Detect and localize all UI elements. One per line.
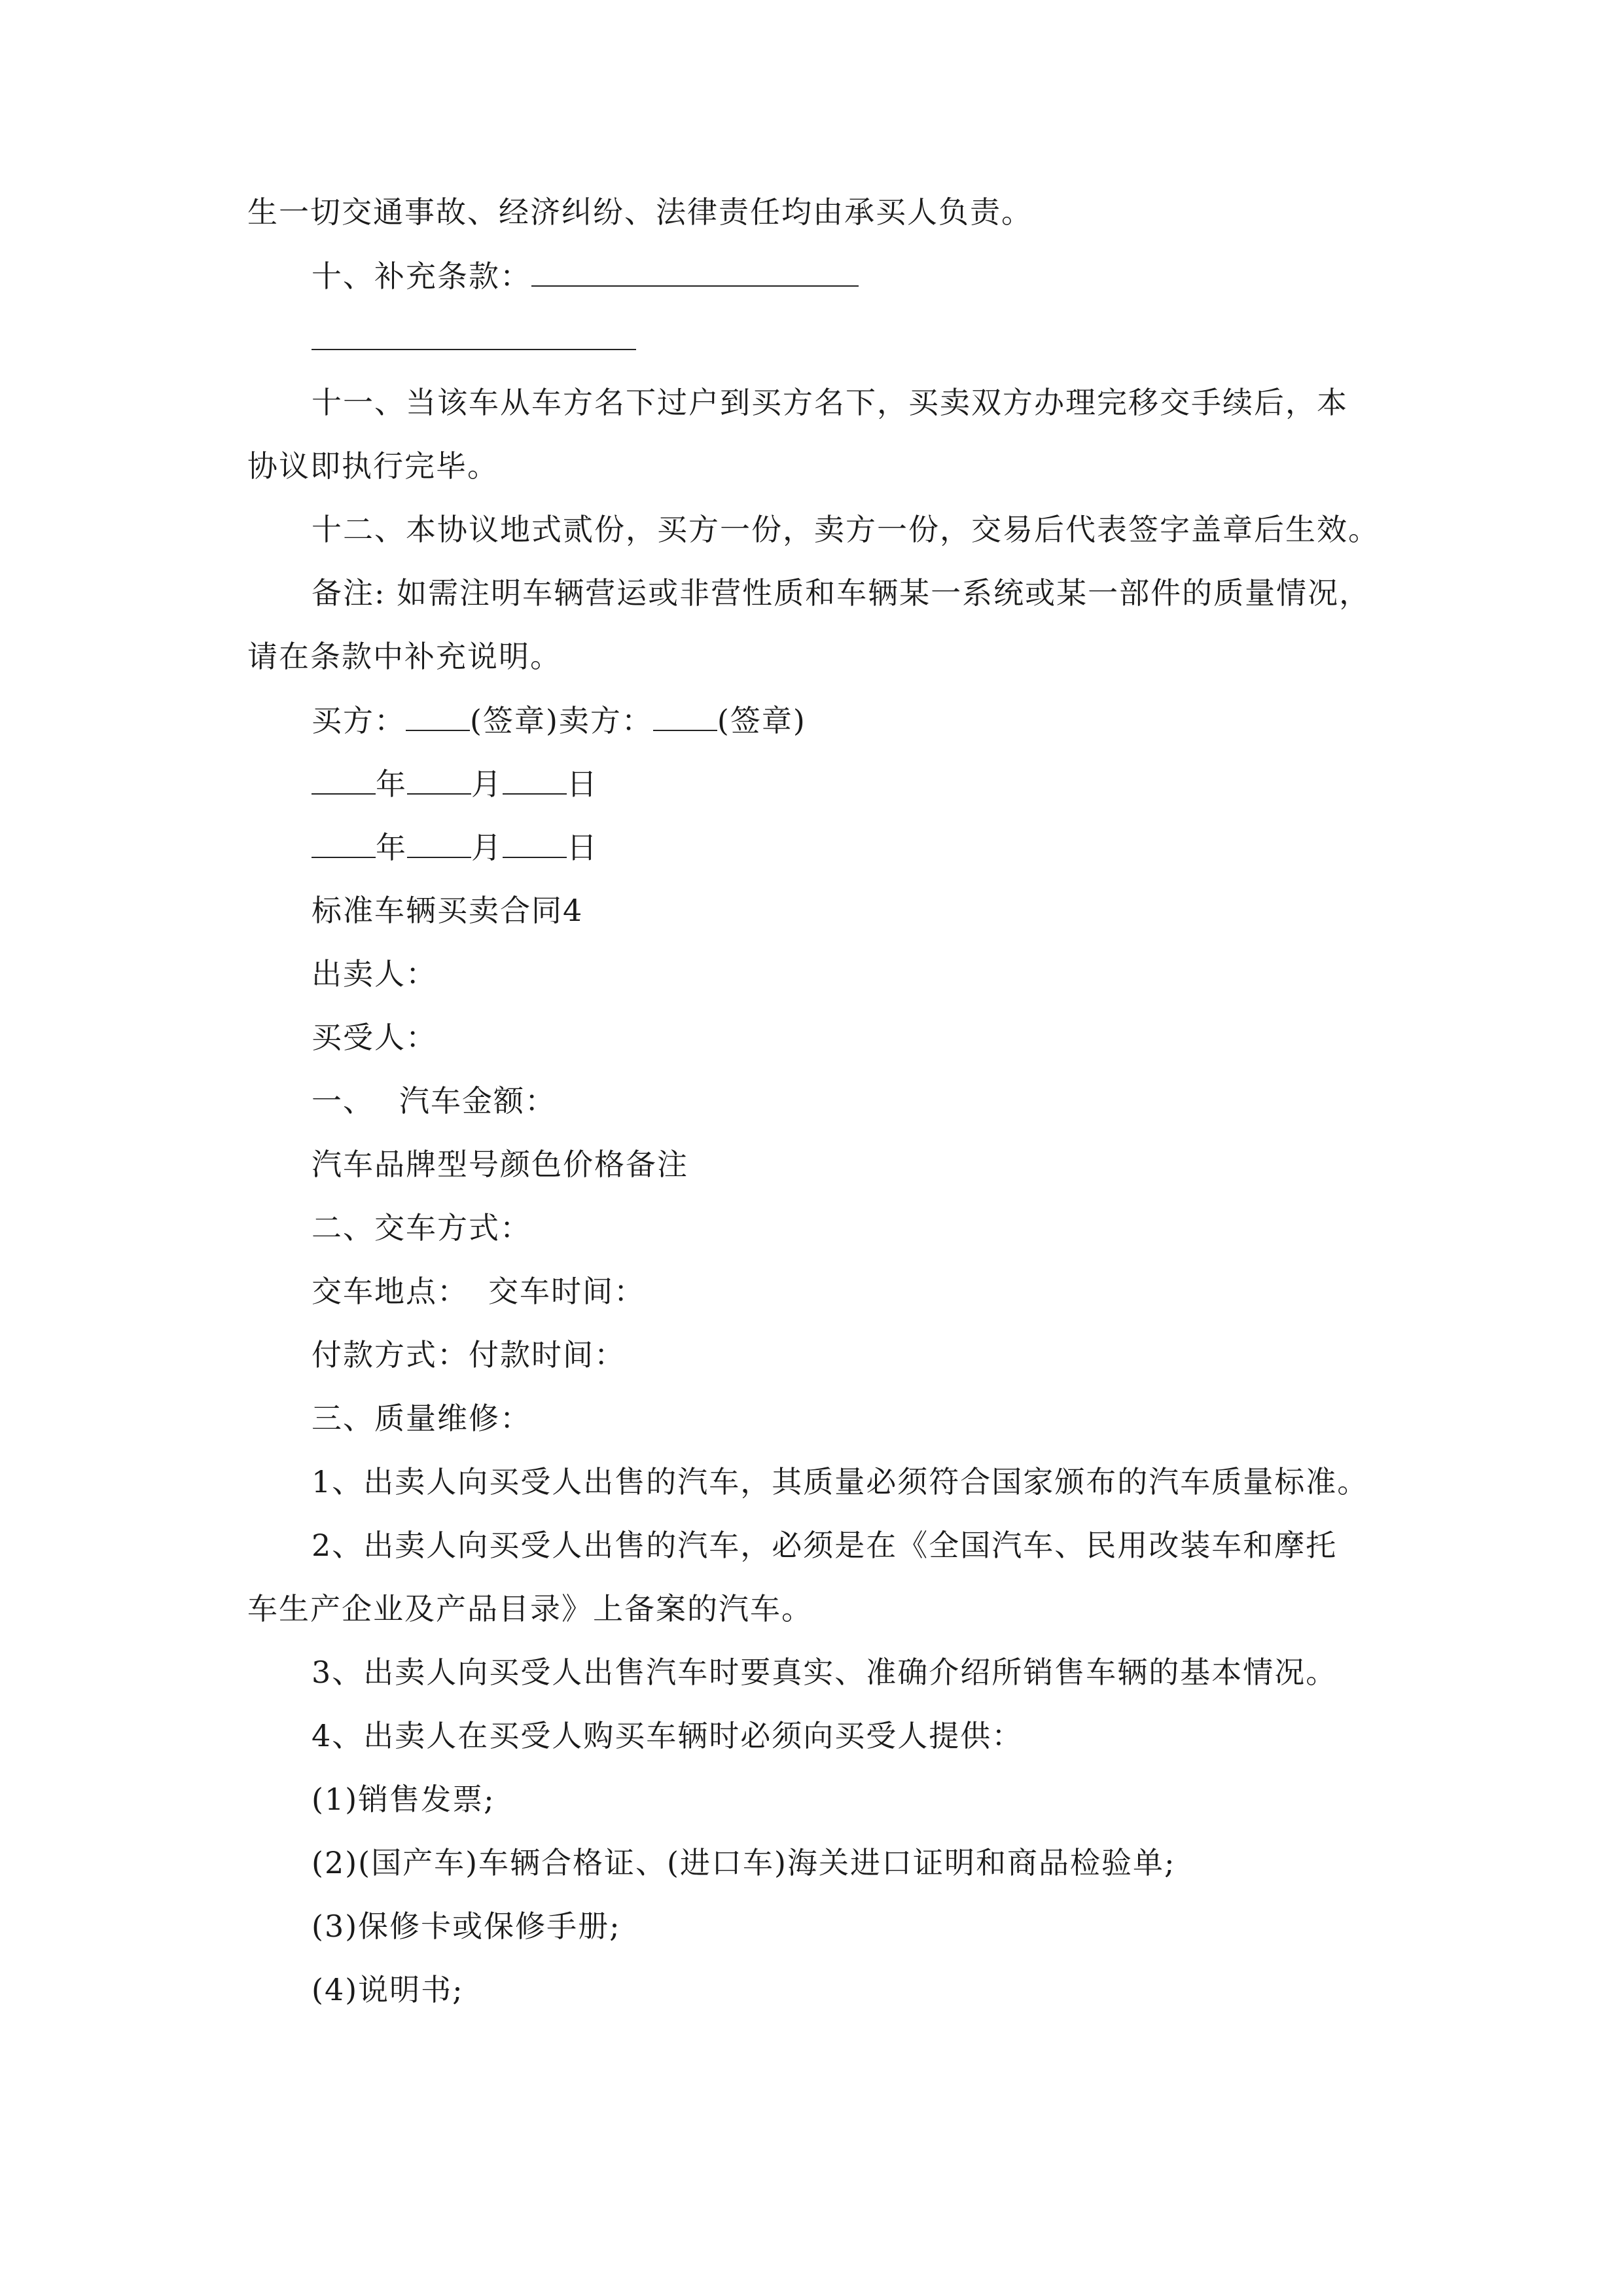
year-label: 年 (376, 830, 407, 865)
remark-continued: 请在条款中补充说明。 (247, 639, 562, 674)
document-item-3: (3)保修卡或保修手册; (312, 1909, 621, 1944)
fill-blank (503, 828, 567, 858)
document-item-4: (4)说明书; (312, 1972, 464, 2007)
delivery-time-label: 交车时间： (488, 1274, 645, 1309)
quality-item-2: 2、出卖人向买受人出售的汽车，必须是在《全国汽车、民用改装车和摩托 (312, 1528, 1338, 1563)
clause-11: 十一、当该车从车方名下过户到买方名下，买卖双方办理完移交手续后，本 (312, 385, 1348, 420)
clause-10-supplementary (247, 257, 1386, 295)
document-item-2: (2)(国产车)车辆合格证、(进口车)海关进口证明和商品检验单; (312, 1845, 1176, 1880)
fill-blank (312, 764, 376, 795)
section-title: 汽车金额： (399, 1083, 556, 1119)
quality-item-3: 3、出卖人向买受人出售汽车时要真实、准确介绍所销售车辆的基本情况。 (312, 1655, 1338, 1690)
paragraph-line: 生一切交通事故、经济纠纷、法律责任均由承买人负责。 (247, 194, 1033, 230)
year-label: 年 (376, 766, 407, 802)
quality-item-4: 4、出卖人在买受人购买车辆时必须向买受人提供： (312, 1718, 1024, 1753)
document-item-1: (1)销售发票; (312, 1782, 495, 1817)
quality-item-1: 1、出卖人向买受人出售的汽车，其质量必须符合国家颁布的汽车质量标准。 (312, 1464, 1369, 1499)
document-page (247, 193, 1386, 2034)
supplementary-blank-line (247, 320, 1386, 358)
contract-title: 标准车辆买卖合同4 (312, 893, 584, 928)
date-line (247, 764, 1386, 802)
payment-fields: 付款方式：付款时间： (312, 1337, 626, 1372)
delivery-place-label: 交车地点： (312, 1274, 469, 1309)
seal-label: (签章) (717, 703, 806, 738)
clause-11-continued: 协议即执行完毕。 (247, 448, 499, 484)
seller-field: 出卖人： (312, 956, 437, 992)
section-3-heading: 三、质量维修： (312, 1401, 531, 1436)
section-1-heading (247, 1082, 1386, 1120)
month-label: 月 (471, 766, 503, 802)
buyer-label: 买方： (312, 703, 406, 738)
remark: 备注: 如需注明车辆营运或非营性质和车辆某一系统或某一部件的质量情况， (312, 575, 1371, 611)
day-label: 日 (567, 830, 598, 865)
month-label: 月 (471, 830, 503, 865)
fill-blank (531, 257, 859, 287)
fill-blank (407, 764, 471, 795)
fill-blank (312, 828, 376, 858)
fill-blank (503, 764, 567, 795)
delivery-fields (247, 1272, 1386, 1310)
quality-item-2-continued: 车生产企业及产品目录》上备案的汽车。 (247, 1591, 813, 1626)
fill-blank (407, 828, 471, 858)
clause-10-label: 十、补充条款： (312, 259, 531, 294)
fill-blank (312, 320, 636, 350)
seller-label: (签章)卖方： (470, 703, 653, 738)
fill-blank (406, 701, 470, 731)
section-number: 一、 (312, 1083, 374, 1119)
vehicle-columns: 汽车品牌型号颜色价格备注 (312, 1147, 688, 1182)
clause-12: 十二、本协议地式贰份，买方一份，卖方一份，交易后代表签字盖章后生效。 (312, 512, 1380, 547)
buyer-field: 买受人： (312, 1020, 437, 1055)
day-label: 日 (567, 766, 598, 802)
section-2-heading: 二、交车方式： (312, 1210, 531, 1246)
date-line (247, 828, 1386, 866)
fill-blank (653, 701, 717, 731)
signature-line (247, 701, 1386, 739)
